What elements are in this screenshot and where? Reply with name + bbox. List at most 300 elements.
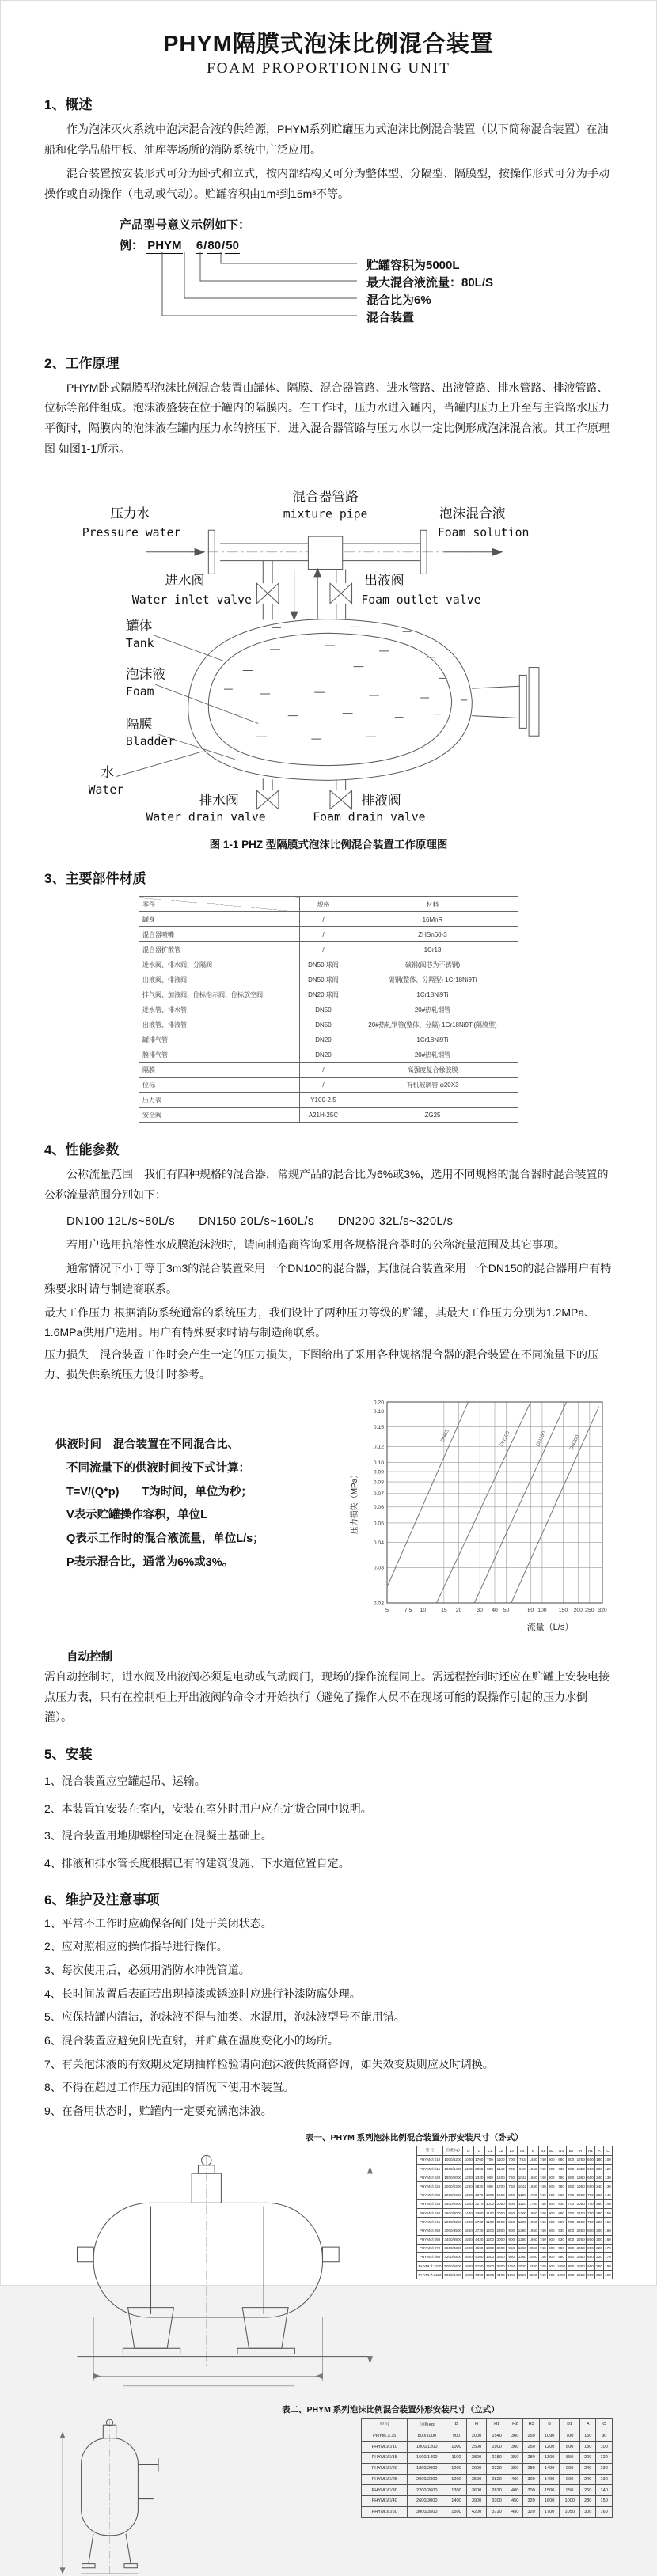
table-cell: 3000/3500: [442, 2226, 462, 2235]
table-cell: 2050: [528, 2244, 539, 2252]
table-cell: 740: [538, 2252, 547, 2261]
table-cell: 900: [547, 2199, 556, 2208]
table-cell: 2820: [487, 2474, 507, 2485]
table-row: [139, 972, 518, 987]
table-cell: 3000: [466, 2463, 487, 2474]
table-cell: /: [299, 912, 347, 927]
table-cell: 900: [547, 2271, 556, 2279]
table-cell: 260: [594, 2199, 603, 2208]
series-label: DN65: [439, 1429, 450, 1444]
table-cell: 3720: [487, 2506, 507, 2517]
table-cell: 740: [538, 2218, 547, 2226]
overview-paragraph-1: 作为泡沫灭火系统中泡沫混合液的供给源，PHYM系列贮罐压力式泡沫比例混合装置（以下简称混合装置）在油船和化学品船甲板、油库等场所的消防系统中广泛应用。: [44, 123, 609, 156]
performance-columns: [44, 1396, 613, 1643]
table-cell: 680: [556, 2155, 567, 2164]
table-cell: 2820: [474, 2182, 485, 2191]
table-row: [139, 1002, 518, 1017]
table-cell: 1050: [506, 2271, 517, 2279]
table-cell: 2300: [496, 2226, 507, 2235]
table-cell: 1200: [496, 2173, 507, 2182]
table-row: [362, 2430, 613, 2442]
table-cell: 150: [580, 2430, 596, 2442]
table-cell: 700: [560, 2430, 580, 2442]
table-cell: 190: [603, 2271, 612, 2279]
table-cell: 280: [523, 2463, 539, 2474]
table-cell: PHYM□/□/45: [417, 2218, 443, 2226]
table-cell: 出液管、排液管: [139, 1017, 300, 1032]
table-cell: 700: [506, 2165, 517, 2173]
section-heading-install: 5、安装: [44, 1746, 93, 1762]
table-cell: 2200/2600: [408, 2485, 446, 2496]
table-cell: 900: [547, 2165, 556, 2173]
table-cell: 300: [507, 2430, 522, 2442]
table-two: [361, 2418, 613, 2518]
table-cell: 1750: [528, 2199, 539, 2208]
table-row: [362, 2463, 613, 2474]
table-cell: PHYM□/□/100: [417, 2262, 443, 2271]
table-cell: 1500: [463, 2226, 474, 2235]
y-tick-label: 0.12: [373, 1445, 384, 1451]
table-cell: 1360: [517, 2252, 528, 2261]
table-header-cell: B: [539, 2418, 560, 2430]
install-item-1: 1、混合装置应空罐起吊、运输。: [44, 1774, 206, 1787]
table-cell: 20#热轧钢管: [347, 1047, 518, 1063]
table-cell: 2350: [575, 2244, 587, 2252]
table-cell: 1050: [560, 2506, 580, 2517]
table-row: [139, 927, 518, 942]
table-cell: PHYM□/□/5: [362, 2430, 408, 2442]
table-cell: 300: [594, 2226, 603, 2235]
maintenance-item-2: 2、应对照相应的操作指导进行操作。: [44, 1940, 228, 1953]
table-cell: 1950: [528, 2226, 539, 2235]
table-cell: 罐排气管: [139, 1032, 300, 1047]
table-cell: 5100: [474, 2252, 485, 2261]
table-cell: DN50: [299, 1017, 347, 1032]
maintenance-item-6: 6、混合装置应避免阳光直射，并贮藏在温度变化小的场所。: [44, 2033, 339, 2047]
label-mixture-pipe-zh: 混合器管路: [292, 488, 359, 504]
x-tick-label: 250: [585, 1608, 594, 1614]
label-foam-solution-zh: 泡沫混合液: [439, 506, 506, 521]
supply-time-line-2: 不同流量下的供液时间按下式计算：: [66, 1462, 250, 1476]
table-row: [139, 957, 518, 972]
perf-pressure-loss: 压力损失 混合装置工作时会产生一定的压力损失，下图给出了采用各种规格混合器的混合装置在不同流量下的压力、损失供系统压力设计时参考。: [44, 1347, 598, 1381]
section-heading-overview: 1、概述: [44, 97, 93, 112]
table-cell: 740: [538, 2165, 547, 2173]
table-cell: 900: [506, 2226, 517, 2235]
table-cell: PHYM□/□/50: [417, 2226, 443, 2235]
table-cell: 750: [567, 2208, 575, 2217]
table-cell: 900: [484, 2173, 496, 2182]
table-cell: 1000/1200: [442, 2155, 462, 2164]
table-cell: 300: [594, 2235, 603, 2244]
table-cell: DN20 球阀: [299, 987, 347, 1002]
table-row: [139, 1093, 518, 1108]
table-cell: 1000: [560, 2496, 580, 2507]
table-cell: 1140: [496, 2165, 507, 2173]
table-cell: 740: [538, 2173, 547, 2182]
horizontal-tank-drawing: [44, 2146, 404, 2391]
table-cell: 2000/2300: [442, 2182, 462, 2191]
y-tick-label: 0.07: [373, 1491, 384, 1498]
table-cell: 740: [538, 2182, 547, 2191]
table-cell: 1400: [539, 2463, 560, 2474]
table-cell: 130: [596, 2463, 613, 2474]
table-cell: PHYM□/□/10: [362, 2442, 408, 2453]
table-row: [139, 1032, 518, 1047]
y-tick-label: 0.03: [373, 1566, 384, 1572]
table-cell: PHYM□/□/15: [417, 2165, 443, 2173]
figure-caption: 图 1-1 PHZ 型隔膜式泡沫比例混合装置工作原理图: [209, 839, 448, 851]
table-header-cell: A: [594, 2146, 603, 2155]
label-leaders: [116, 635, 258, 776]
table-header-cell: L3: [506, 2146, 517, 2155]
table-cell: 1650: [528, 2182, 539, 2191]
table-cell: 4200: [466, 2506, 487, 2517]
table-two-caption: 表二、PHYM 系列泡沫比例混合装置外形安装尺寸（立式）: [282, 2404, 499, 2415]
model-example-prefix: 例：: [120, 238, 144, 252]
table-header-cell: C: [603, 2146, 612, 2155]
table-cell: 混合器喷嘴: [139, 927, 300, 942]
tank-right-flange: [472, 668, 539, 737]
model-callout-flow: 最大混合液流量：80L/S: [366, 275, 494, 290]
table-cell: 1000: [463, 2155, 474, 2164]
overview-paragraph-2: 混合装置按安装形式可分为卧式和立式，按内部结构又可分为整体型、分隔型、隔膜型，按操作形式可分为手动操作或自动操作（电动或气动）。贮罐容积由1m³到15m³不等。: [44, 166, 610, 200]
table-cell: 160: [603, 2235, 612, 2244]
label-mixture-pipe-en: mixture pipe: [283, 507, 368, 521]
table-cell: DN50: [299, 1002, 347, 1017]
series-line: [474, 1402, 566, 1603]
table-cell: 3600: [496, 2252, 507, 2261]
model-designation-block: [120, 216, 613, 336]
table-cell: 混合器扩散管: [139, 942, 300, 957]
table-header-cell: H: [575, 2146, 587, 2155]
table-cell: 1200: [463, 2182, 474, 2191]
table-cell: 320: [594, 2244, 603, 2252]
table-cell: 5150: [474, 2262, 485, 2271]
table-cell: 900: [547, 2218, 556, 2226]
label-water-en: Water: [88, 783, 124, 797]
table-cell: 450: [507, 2506, 522, 2517]
table-cell: 900: [547, 2262, 556, 2271]
table-header-cell: L1: [484, 2146, 496, 2155]
table-cell: 880: [556, 2208, 567, 2217]
table-cell: 1900: [487, 2442, 507, 2453]
table-cell: PHYM□/□/20: [417, 2173, 443, 2182]
table-cell: PHYM□/□/30: [362, 2485, 408, 2496]
table-cell: 850: [587, 2244, 595, 2252]
table-cell: 1300: [446, 2485, 467, 2496]
table-cell: 1042: [517, 2182, 528, 2191]
table-cell: 150: [603, 2218, 612, 2226]
table-cell: 2600/3000: [442, 2208, 462, 2217]
y-tick-label: 0.20: [373, 1400, 384, 1406]
x-tick-label: 80: [527, 1608, 534, 1614]
table-cell: 700: [484, 2155, 496, 2164]
label-tank-zh: 罐体: [125, 618, 153, 634]
table-cell: 150: [596, 2496, 613, 2507]
table-row: [362, 2496, 613, 2507]
x-tick-label: 200: [573, 1608, 583, 1614]
table-cell: 250: [523, 2442, 539, 2453]
y-tick-label: 0.06: [373, 1505, 384, 1511]
table-header-cell: B1: [538, 2146, 547, 2155]
table-cell: 140: [596, 2485, 613, 2496]
table-cell: 850: [506, 2208, 517, 2217]
x-tick-label: 40: [492, 1608, 498, 1614]
model-part-series: PHYM: [147, 238, 182, 252]
table-cell: 800/1000: [408, 2430, 446, 2442]
table-cell: 1400: [539, 2474, 560, 2485]
table-cell: 1100: [446, 2452, 467, 2463]
table-cell: 2800: [466, 2452, 487, 2463]
table-cell: 20#热轧钢管(整体、分隔) 1Cr18Ni9Ti(隔膜型): [347, 1017, 518, 1032]
table-cell: 140: [603, 2199, 612, 2208]
label-tank-en: Tank: [125, 637, 154, 651]
table-cell: 600: [587, 2155, 595, 2164]
table-cell: 900: [547, 2226, 556, 2235]
label-foam-outlet-valve-zh: 出液阀: [364, 573, 404, 589]
table-cell: PHYM□/□/70: [417, 2244, 443, 2252]
table-row: [417, 2235, 613, 2244]
table-cell: 320: [523, 2496, 539, 2507]
table-cell: 1200: [446, 2463, 467, 2474]
table-header-cell: D: [463, 2146, 474, 2155]
table-cell: 2550: [575, 2262, 587, 2271]
table-cell: 5000/5600: [442, 2262, 462, 2271]
table-header-cell: L4: [517, 2146, 528, 2155]
table-cell: 1600/1400: [442, 2165, 462, 2173]
table-row: [417, 2218, 613, 2226]
table-row: [417, 2199, 613, 2208]
table-cell: 2150: [575, 2208, 587, 2217]
tank-shell: [188, 619, 473, 781]
table-cell: 740: [538, 2226, 547, 2235]
table-cell: 950: [506, 2244, 517, 2252]
table-row: [362, 2442, 613, 2453]
table-one-row: [44, 2146, 613, 2391]
table-header-cell: L2: [496, 2146, 507, 2155]
series-line: [511, 1407, 599, 1603]
x-tick-label: 20: [455, 1608, 462, 1614]
table-cell: 1520: [517, 2262, 528, 2271]
table-header-cell: B: [528, 2146, 539, 2155]
table-row: [417, 2155, 613, 2164]
maintenance-item-8: 8、不得在超过工作压力范围的情况下使用本装置。: [44, 2081, 294, 2094]
table-cell: PHYM□/□/30: [417, 2191, 443, 2199]
table-cell: 130: [603, 2182, 612, 2191]
table-cell: 2870: [487, 2485, 507, 2496]
table-cell: 360: [594, 2271, 603, 2279]
auto-control-heading: 自动控制: [66, 1651, 112, 1665]
table-cell: 900: [547, 2191, 556, 2199]
table-cell: ZHSn60-3: [347, 927, 518, 942]
table-cell: 1450: [528, 2155, 539, 2164]
table-header-cell: 规格: [299, 897, 347, 912]
table-cell: 1000: [446, 2442, 467, 2453]
table-row: [417, 2173, 613, 2182]
table-row: [417, 2165, 613, 2173]
table-cell: PHYM□/□/15: [362, 2452, 408, 2463]
table-cell: 1650: [496, 2191, 507, 2199]
table-cell: 360: [594, 2262, 603, 2271]
table-cell: 碳钢(整体、分隔型) 1Cr18Ni9Ti: [347, 972, 518, 987]
table-cell: 180: [594, 2155, 603, 2164]
table-cell: 4420: [474, 2235, 485, 2244]
table-cell: 4200/4800: [442, 2252, 462, 2261]
table-cell: 2250: [575, 2235, 587, 2244]
table-cell: 900: [547, 2235, 556, 2244]
model-callout-device: 混合装置: [366, 310, 415, 324]
table-cell: 压力表: [139, 1093, 300, 1108]
model-callout-ratio: 混合比为6%: [366, 293, 431, 307]
table-row: [139, 1047, 518, 1063]
table-cell: 2500: [466, 2442, 487, 2453]
table-cell: 750: [567, 2218, 575, 2226]
table-cell: 320: [594, 2252, 603, 2261]
table-cell: 240: [580, 2463, 596, 2474]
table-cell: 170: [603, 2252, 612, 2261]
table-cell: 130: [596, 2474, 613, 2485]
table-cell: 240: [594, 2182, 603, 2191]
table-cell: 碳钢(阀芯为不锈钢): [347, 957, 518, 972]
table-cell: 排气阀、加液阀、位标指示阀、位标放空阀: [139, 987, 300, 1002]
table-header-cell: B4: [567, 2146, 575, 2155]
label-foam-zh: 泡沫液: [125, 666, 166, 682]
table-cell: 650: [587, 2165, 595, 2173]
table-header-cell: 材料: [347, 897, 518, 912]
model-intro: 产品型号意义示例如下：: [120, 218, 251, 232]
supply-time-block: [44, 1396, 347, 1643]
y-axis-label: 压力损失（MPa）: [351, 1471, 359, 1535]
table-cell: 930: [556, 2235, 567, 2244]
table-cell: 1200: [517, 2218, 528, 2226]
table-cell: 1800/2000: [408, 2463, 446, 2474]
table-cell: DN20: [299, 1032, 347, 1047]
table-cell: 3000/3500: [408, 2506, 446, 2517]
table-cell: 280: [523, 2452, 539, 2463]
table-cell: DN20: [299, 1047, 347, 1063]
table-cell: 800: [506, 2199, 517, 2208]
table-row: [139, 1078, 518, 1093]
table-cell: 400: [507, 2485, 522, 2496]
table-cell: 740: [538, 2271, 547, 2279]
table-cell: 400: [507, 2474, 522, 2485]
model-callout-volume: 贮罐容积为5000L: [366, 258, 460, 272]
table-cell: 150: [603, 2208, 612, 2217]
table-cell: PHYM□/□/25: [417, 2182, 443, 2191]
install-item-2: 2、本装置宜安装在室内，安装在室外时用户应在定货合同中说明。: [44, 1801, 372, 1815]
table-header-row: [362, 2418, 613, 2430]
table-cell: 1200: [484, 2235, 496, 2244]
table-cell: PHYM□/□/25: [362, 2474, 408, 2485]
table-cell: 1000: [484, 2191, 496, 2199]
x-tick-label: 320: [598, 1608, 607, 1614]
table-cell: PHYM□/□/20: [362, 2463, 408, 2474]
table-cell: 1Cr18Ni9Ti: [347, 987, 518, 1002]
principle-figure: [44, 466, 613, 851]
table-cell: DN50 球阀: [299, 972, 347, 987]
materials-table: [139, 896, 518, 1123]
table-cell: 200: [594, 2165, 603, 2173]
table-cell: 3900: [466, 2496, 487, 2507]
table-cell: 出液阀、排液阀: [139, 972, 300, 987]
table-cell: 350: [507, 2452, 522, 2463]
table-row: [417, 2271, 613, 2279]
table-cell: 930: [556, 2226, 567, 2235]
table-cell: 6050: [474, 2271, 485, 2279]
materials-table-body: [139, 912, 518, 1123]
dimension-lines-vertical: [60, 2432, 138, 2573]
mixture-pipe-drawing: [208, 530, 427, 574]
table-cell: 180: [580, 2442, 596, 2453]
table-row: [417, 2208, 613, 2217]
y-tick-label: 0.02: [373, 1601, 384, 1607]
table-cell: 1850: [528, 2218, 539, 2226]
table-row: [417, 2226, 613, 2235]
maintenance-item-5: 5、应保持罐内清洁，泡沫液不得与油类、水混用，泡沫液型号不能用错。: [44, 2010, 405, 2024]
table-cell: 1500: [539, 2485, 560, 2496]
table-cell: 1200: [539, 2442, 560, 2453]
auto-control-body: 需自动控制时，进水阀及出液阀必须是电动或气动阀门，现场的操作流程同上。需远程控制时还应在贮罐上安装电接点压力表，只有在控制柜上开出液阀的命令才开始执行（避免了操作人员不在现场可能的误操作引起的压力水倒灌）。: [44, 1670, 610, 1723]
table-cell: 900: [560, 2474, 580, 2485]
install-item-4: 4、排液和排水管长度根据已有的建筑设施、下水道位置自定。: [44, 1856, 350, 1869]
vertical-tank-drawing: [44, 2418, 175, 2576]
principle-diagram: [71, 466, 586, 824]
table-cell: 1090: [539, 2430, 560, 2442]
table-cell: 120: [596, 2452, 613, 2463]
table-header-cell: 自重(kg): [408, 2418, 446, 2430]
label-water-drain-valve-zh: 排水阀: [199, 793, 239, 809]
table-cell: 1200: [446, 2474, 467, 2485]
table-cell: 2400/2800: [442, 2199, 462, 2208]
table-cell: 740: [538, 2235, 547, 2244]
table-cell: 880: [556, 2218, 567, 2226]
table-cell: /: [299, 1078, 347, 1093]
table-header-row: [139, 897, 518, 912]
table-cell: 950: [587, 2271, 595, 2279]
table-cell: 730: [556, 2165, 567, 2173]
mixer-block: [308, 536, 342, 569]
label-foam-drain-valve-en: Foam drain valve: [313, 810, 426, 824]
table-cell: 1600: [463, 2244, 474, 2252]
table-cell: 2150: [487, 2452, 507, 2463]
section-heading-principle: 2、工作原理: [44, 355, 120, 371]
table-cell: 2000/2300: [408, 2474, 446, 2485]
table-row: [362, 2474, 613, 2485]
perf-flow-range: 公称流量范围 我们有四种规格的混合器，常规产品的混合比为6%或3%，选用不同规格的混合器时混合装置的公称流量范围分别如下：: [44, 1168, 609, 1202]
table-cell: 2250: [528, 2262, 539, 2271]
table-cell: 2050: [528, 2252, 539, 2261]
table-cell: 2320: [474, 2173, 485, 2182]
model-part-volume: 50: [226, 238, 239, 252]
table-cell: 900: [484, 2182, 496, 2191]
label-foam-drain-valve-zh: 排液阀: [361, 793, 401, 809]
table-cell: 2200/2600: [442, 2191, 462, 2199]
table-cell: 1120: [517, 2191, 528, 2199]
table-cell: 1400: [463, 2218, 474, 2226]
table-cell: 780: [556, 2173, 567, 2182]
table-cell: 1800: [463, 2271, 474, 2279]
foam-drain-valve-symbol: [330, 780, 352, 809]
table-cell: 740: [538, 2155, 547, 2164]
table-cell: 800: [560, 2442, 580, 2453]
table-cell: 2550: [575, 2271, 587, 2279]
table-cell: 2870: [474, 2191, 485, 2199]
table-cell: 高强度复合橡胶膜: [347, 1063, 518, 1078]
table-cell: 700: [506, 2155, 517, 2164]
bladder-outline: [208, 633, 451, 765]
table-cell: 1500: [484, 2271, 496, 2279]
